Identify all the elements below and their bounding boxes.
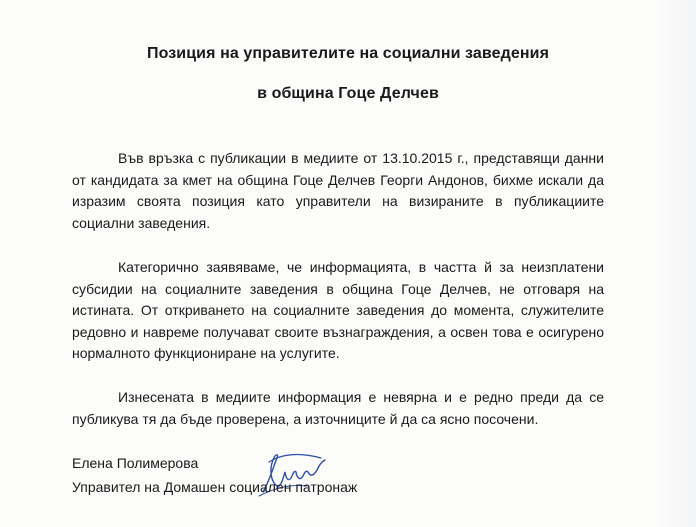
document-title-line-2: в община Гоце Делчев [257, 85, 439, 102]
scan-edge-shading [656, 0, 696, 527]
paragraph-1: Във връзка с публикации в медиите от 13.10.2015 г., представящи данни от кандидата за кмет на община Гоце Делчев Георги Андонов, бихме искали да изразим своята позиция като управители на визираните в публикациите социални заведения. [72, 150, 604, 231]
signatory-role: Управител на Домашен социален патронаж [72, 479, 358, 495]
paragraph-3: Изнесената в медиите информация е невярна и е редно преди да се публикува тя да бъде проверена, а източниците й да са ясно посочени. [72, 389, 604, 427]
signatory-name: Елена Полимерова [72, 455, 199, 471]
document-title-line-1: Позиция на управителите на социални заведения [146, 45, 550, 62]
paragraph-2: Категорично заявяваме, че информацията, в частта й за неизплатени субсидии на социалните заведения в община Гоце Делчев, не отговаря на истината. От откриването на социалните заведения до момента, служителите редовно и навреме получават своите възнаграждения, а освен това е осигурено нормалното функциониране на услугите. [72, 259, 604, 361]
